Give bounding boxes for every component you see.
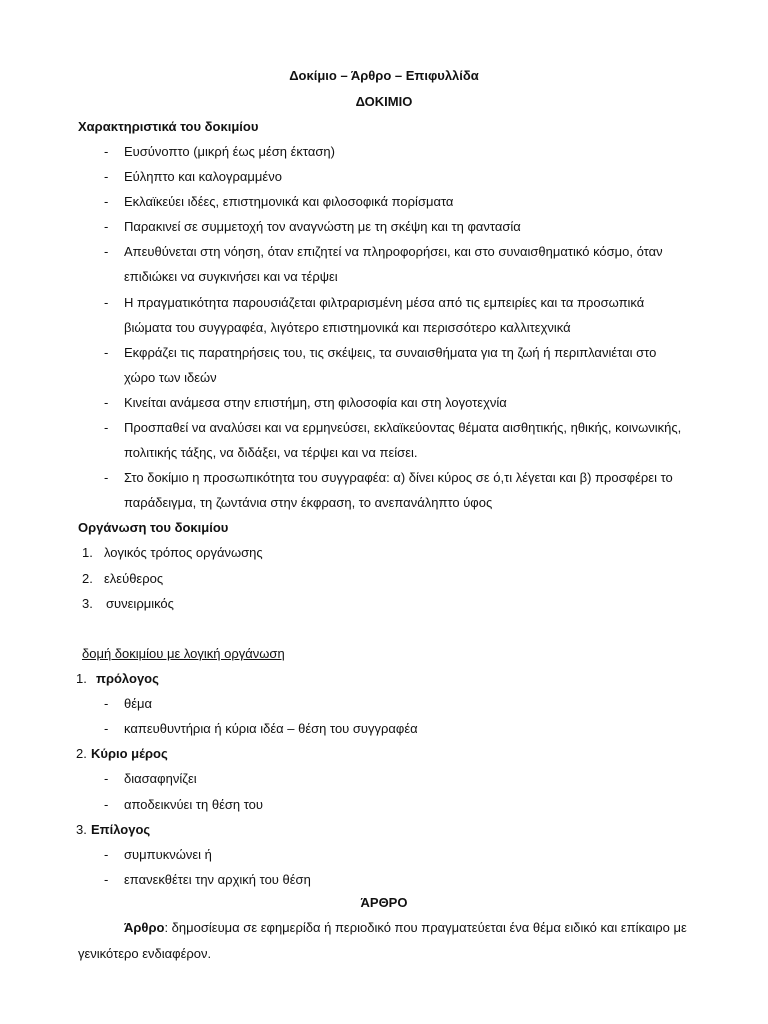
list-number: 3.: [82, 596, 93, 611]
bullet-dash: -: [104, 169, 109, 184]
definition-term: Άρθρο: [124, 920, 165, 935]
list-item-text: καπευθυντήρια ή κύρια ιδέα – θέση του συγγραφέα: [124, 721, 418, 736]
list-item-text: αποδεικνύει τη θέση του: [124, 797, 264, 812]
list-number: 1.: [82, 545, 93, 560]
arthro-definition-continued: γενικότερο ενδιαφέρον.: [78, 946, 212, 961]
list-item-text: διασαφηνίζει: [124, 771, 197, 786]
list-item-text: ελεύθερος: [104, 571, 164, 586]
organization-heading: Οργάνωση του δοκιμίου: [78, 520, 229, 535]
list-item-text: συμπυκνώνει ή: [124, 847, 212, 862]
bullet-dash: -: [104, 194, 109, 209]
list-item-text-continued: βιώματα του συγγραφέα, λιγότερο επιστημονικά και περισσότερο καλλιτεχνικά: [124, 320, 571, 335]
list-item-text: λογικός τρόπος οργάνωσης: [104, 545, 263, 560]
bullet-dash: -: [104, 244, 109, 259]
list-item-text-continued: παράδειγμα, τη ζωντάνια στην έκφραση, το ανεπανάληπτο ύφος: [124, 495, 493, 510]
document-title: Δοκίμιο – Άρθρο – Επιφυλλίδα: [289, 68, 479, 83]
bullet-dash: -: [104, 219, 109, 234]
structure-heading: δομή δοκιμίου με λογική οργάνωση: [82, 646, 285, 661]
list-item-text: Προσπαθεί να αναλύσει και να ερμηνεύσει, εκλαϊκεύοντας θέματα αισθητικής, ηθικής, κοινωνικής,: [124, 420, 682, 435]
list-item-text: Κινείται ανάμεσα στην επιστήμη, στη φιλοσοφία και στη λογοτεχνία: [124, 395, 507, 410]
list-item-text: Στο δοκίμιο η προσωπικότητα του συγγραφέα: α) δίνει κύρος σε ό,τι λέγεται και β) προσφέρει το: [124, 470, 673, 485]
list-item-text: Εύληπτο και καλογραμμένο: [124, 169, 282, 184]
part-number: 2.: [76, 746, 87, 761]
bullet-dash: -: [104, 721, 109, 736]
bullet-dash: -: [104, 144, 109, 159]
bullet-dash: -: [104, 771, 109, 786]
list-number: 2.: [82, 571, 93, 586]
bullet-dash: -: [104, 797, 109, 812]
bullet-dash: -: [104, 395, 109, 410]
list-item-text: Παρακινεί σε συμμετοχή τον αναγνώστη με τη σκέψη και τη φαντασία: [124, 219, 521, 234]
list-item-text: Εκλαϊκεύει ιδέες, επιστημονικά και φιλοσοφικά πορίσματα: [124, 194, 454, 209]
section-heading-arthro: ΆΡΘΡΟ: [360, 895, 408, 910]
part-number: 1.: [76, 671, 87, 686]
list-item-text: συνειρμικός: [106, 596, 174, 611]
list-item-text-continued: χώρο των ιδεών: [124, 370, 217, 385]
bullet-dash: -: [104, 470, 109, 485]
definition-text: : δημοσίευμα σε εφημερίδα ή περιοδικό που πραγματεύεται ένα θέμα ειδικό και επίκαιρο με: [164, 920, 687, 935]
bullet-dash: -: [104, 872, 109, 887]
part-title: Επίλογος: [91, 822, 151, 837]
part-title: πρόλογος: [96, 671, 159, 686]
list-item-text: Η πραγματικότητα παρουσιάζεται φιλτραρισμένη μέσα από τις εμπειρίες και τα προσωπικά: [124, 295, 645, 310]
part-title: Κύριο μέρος: [91, 746, 168, 761]
bullet-dash: -: [104, 847, 109, 862]
list-item-text: Εκφράζει τις παρατηρήσεις του, τις σκέψεις, τα συναισθήματα για τη ζωή ή περιπλανιέται στο: [124, 345, 657, 360]
list-item-text: Ευσύνοπτο (μικρή έως μέση έκταση): [124, 144, 335, 159]
bullet-dash: -: [104, 696, 109, 711]
list-item-text-continued: πολιτικής τάξης, να διδάξει, να τέρψει και να πείσει.: [124, 445, 418, 460]
characteristics-heading: Χαρακτηριστικά του δοκιμίου: [78, 119, 259, 134]
bullet-dash: -: [104, 345, 109, 360]
list-item-text: επανεκθέτει την αρχική του θέση: [124, 872, 311, 887]
list-item-text: Απευθύνεται στη νόηση, όταν επιζητεί να πληροφορήσει, και στο συναισθηματικό κόσμο, όταν: [124, 244, 663, 259]
bullet-dash: -: [104, 295, 109, 310]
list-item-text-continued: επιδιώκει να συγκινήσει και να τέρψει: [124, 269, 338, 284]
section-heading-dokimio: ΔΟΚΙΜΙΟ: [355, 94, 413, 109]
part-number: 3.: [76, 822, 87, 837]
list-item-text: θέμα: [124, 696, 153, 711]
bullet-dash: -: [104, 420, 109, 435]
arthro-definition: [124, 920, 687, 936]
